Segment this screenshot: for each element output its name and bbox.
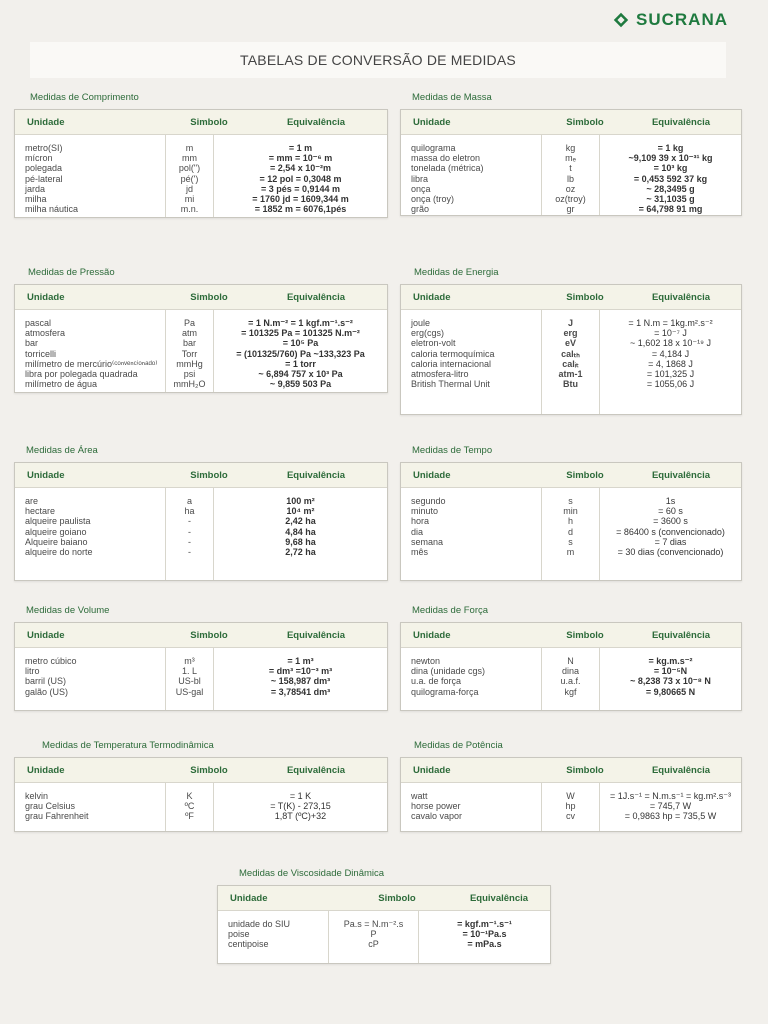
table-cell: ~ 8,238 73 x 10⁻⁸ N [630, 676, 711, 687]
table-cell: = kg.m.s⁻² [648, 656, 693, 666]
table-cell: eV [564, 338, 576, 349]
table-body [401, 488, 741, 580]
table-cell: caloria internacional [411, 358, 492, 369]
table-cell: libra por polegada quadrada [25, 368, 138, 379]
table-header [401, 463, 741, 488]
table-cell: m.n. [180, 204, 199, 215]
table-cell: mmHg [176, 358, 203, 369]
table-cell: = 1 K [289, 791, 312, 801]
symbol-column [165, 648, 213, 710]
table-cell: ~ 28,3495 g [646, 183, 695, 194]
table-cell: mícron [25, 153, 53, 164]
section-comprimento [14, 92, 388, 218]
table-cell: = 10⁻⁷ J [654, 328, 687, 339]
section-volume [14, 605, 388, 711]
table-cell: = 1 N.m⁻² = 1 kgf.m⁻¹.s⁻² [248, 318, 353, 328]
table-cell: = 10⁵ Pa [282, 338, 319, 349]
table-cell: = 3 pés = 0,9144 m [260, 183, 341, 194]
equiv-column [418, 911, 550, 963]
table-cell: ºC [184, 801, 195, 812]
table-cell: calₜₕ [561, 348, 580, 359]
table-cell: = 64,798 91 mg [638, 204, 703, 215]
header-symbol: Simbolo [190, 291, 228, 303]
table-cell: = 4, 1868 J [648, 358, 693, 369]
table-cell: barril (US) [25, 676, 67, 687]
table-body [401, 783, 741, 831]
section-potencia [400, 740, 742, 832]
table-cell: oz [565, 183, 576, 194]
equiv-column [599, 783, 741, 831]
header-symbol: Simbolo [378, 892, 416, 904]
table-cell: galão (US) [25, 686, 69, 697]
table-body [401, 135, 741, 215]
table-cell: jd [185, 183, 193, 194]
conversion-table [14, 284, 388, 393]
header-equiv: Equivalência [651, 764, 711, 776]
table-cell: - [188, 516, 191, 527]
section-temperatura [14, 740, 388, 832]
table-cell: alqueire goiano [25, 526, 87, 537]
table-cell: milímetro de água [25, 379, 98, 390]
table-cell: ~ 1,602 18 x 10⁻¹⁹ J [630, 338, 711, 349]
header-symbol: Simbolo [566, 629, 604, 641]
table-cell: quilograma [411, 143, 456, 153]
table-cell: kg [565, 143, 576, 153]
table-cell: s [568, 496, 573, 506]
table-cell: torricelli [25, 348, 57, 359]
conversion-table [400, 757, 742, 832]
table-cell: - [188, 526, 191, 537]
table-body [401, 648, 741, 710]
table-cell: grau Fahrenheit [25, 811, 89, 822]
table-cell: = 3600 s [653, 516, 688, 527]
table-body [15, 310, 387, 392]
table-cell: atmosfera-litro [411, 368, 469, 379]
table-cell: grau Celsius [25, 801, 76, 812]
table-cell: metro cúbico [25, 656, 77, 666]
table-cell: - [188, 536, 191, 547]
table-cell: = 101,325 J [646, 368, 695, 379]
table-cell: = 4,184 J [651, 348, 690, 359]
section-viscosidade [217, 868, 551, 964]
table-cell: Pa.s = N.m⁻².s [343, 919, 404, 929]
table-header [401, 110, 741, 135]
symbol-column [541, 783, 599, 831]
table-cell: mi [184, 193, 195, 204]
table-cell: hectare [25, 506, 56, 517]
table-cell: dina (unidade cgs) [411, 666, 486, 677]
table-cell: = 1 kg [657, 143, 684, 153]
table-body [15, 648, 387, 710]
table-cell: = T(K) - 273,15 [270, 801, 331, 812]
section-massa [400, 92, 742, 216]
table-cell: s [568, 536, 573, 547]
table-header [15, 110, 387, 135]
table-cell: alqueire paulista [25, 516, 91, 527]
table-cell: mmH₂O [173, 379, 206, 390]
table-body [15, 783, 387, 831]
equiv-column [213, 310, 387, 392]
conversion-table [14, 462, 388, 581]
table-header [15, 463, 387, 488]
section-title: Medidas de Área [26, 445, 98, 456]
header-unit: Unidade [413, 764, 451, 776]
conversion-table [14, 109, 388, 218]
table-cell: erg [563, 328, 578, 339]
section-title: Medidas de Comprimento [30, 92, 139, 103]
symbol-column [328, 911, 418, 963]
section-pressao [14, 267, 388, 393]
table-cell: libra [411, 173, 429, 184]
section-title: Medidas de Força [412, 605, 489, 616]
table-cell: segundo [411, 496, 446, 506]
table-cell: horse power [411, 801, 461, 812]
table-cell: J [567, 318, 573, 328]
table-cell: newton [411, 656, 441, 666]
table-cell: 1. L [181, 666, 197, 677]
unit-column [401, 135, 541, 215]
header-equiv: Equivalência [286, 291, 346, 303]
table-cell: d [567, 526, 573, 537]
equiv-column [213, 648, 387, 710]
unit-column [15, 135, 165, 217]
table-cell: = 1 torr [285, 358, 316, 369]
equiv-column [599, 648, 741, 710]
unit-column [15, 488, 165, 580]
unit-column [15, 310, 165, 392]
table-cell: cP [368, 939, 379, 950]
section-title: Medidas de Viscosidade Dinâmica [239, 868, 385, 879]
equiv-column [599, 135, 741, 215]
table-cell: u.a.f. [560, 676, 581, 687]
header-unit: Unidade [413, 629, 451, 641]
brand-logo [612, 10, 728, 30]
table-cell: ~ 158,987 dm³ [270, 676, 331, 687]
header-equiv: Equivalência [286, 116, 346, 128]
table-cell: - [188, 546, 191, 557]
table-cell: unidade do SIU [228, 919, 291, 929]
symbol-column [165, 310, 213, 392]
table-cell: hora [411, 516, 430, 527]
table-body [401, 310, 741, 414]
symbol-column [165, 783, 213, 831]
table-cell: = 30 dias (convencionado) [617, 546, 724, 557]
unit-column [401, 783, 541, 831]
table-cell: 2,42 ha [285, 516, 316, 527]
header-unit: Unidade [230, 892, 268, 904]
header-symbol: Simbolo [566, 291, 604, 303]
table-cell: K [186, 791, 193, 801]
table-cell: milímetro de mercúrio⁽ᶜᵒⁿᵛᵉⁿᶜⁱᵒⁿᵃᵈᵒ⁾ [25, 358, 158, 369]
table-cell: = 3,78541 dm³ [270, 686, 331, 697]
table-cell: = (101325/760) Pa ~133,323 Pa [236, 348, 365, 359]
table-cell: dina [561, 666, 579, 677]
table-cell: onça (troy) [411, 193, 455, 204]
table-cell: = 101325 Pa = 101325 N.m⁻² [241, 328, 360, 339]
table-cell: ha [184, 506, 195, 517]
table-cell: = 9,80665 N [645, 686, 696, 697]
table-cell: = 10³ kg [653, 163, 688, 174]
header-unit: Unidade [413, 469, 451, 481]
table-cell: ~ 9,859 503 Pa [269, 379, 332, 390]
table-cell: atm-1 [558, 368, 583, 379]
symbol-column [541, 310, 599, 414]
table-cell: erg(cgs) [411, 328, 445, 339]
table-cell: = 1760 jd = 1609,344 m [252, 193, 349, 204]
section-energia [400, 267, 742, 415]
table-cell: 1s [665, 496, 676, 506]
table-cell: massa do eletron [411, 153, 481, 164]
table-cell: min [563, 506, 578, 517]
header-symbol: Simbolo [566, 116, 604, 128]
table-body [15, 135, 387, 217]
table-cell: = kgf.m⁻¹.s⁻¹ [457, 919, 512, 929]
section-title: Medidas de Volume [26, 605, 110, 616]
table-cell: kelvin [25, 791, 49, 801]
table-cell: a [186, 496, 192, 506]
header-equiv: Equivalência [651, 629, 711, 641]
table-cell: bar [182, 338, 196, 349]
table-cell: u.a. de força [411, 676, 462, 687]
unit-column [401, 648, 541, 710]
header-equiv: Equivalência [286, 629, 346, 641]
table-cell: minuto [411, 506, 439, 517]
table-cell: 4,84 ha [285, 526, 316, 537]
table-cell: centipoise [228, 939, 269, 950]
table-cell: semana [411, 536, 444, 547]
table-cell: calᵢₜ [562, 358, 579, 369]
symbol-column [165, 135, 213, 217]
table-cell: tonelada (métrica) [411, 163, 484, 174]
header-equiv: Equivalência [651, 291, 711, 303]
table-cell: mₑ [565, 153, 576, 164]
table-cell: quilograma-força [411, 686, 479, 697]
table-cell: = 1 m [288, 143, 313, 153]
table-cell: pé(') [180, 173, 199, 184]
table-cell: pol(") [178, 163, 201, 174]
header-equiv: Equivalência [651, 469, 711, 481]
unit-column [401, 488, 541, 580]
table-cell: h [567, 516, 573, 527]
table-cell: lb [566, 173, 574, 184]
equiv-column [213, 488, 387, 580]
table-cell: = 10⁻⁵N [653, 666, 688, 677]
table-cell: 9,68 ha [285, 536, 316, 547]
table-cell: 2,72 ha [285, 546, 316, 557]
table-cell: 1,8T (ºC)+32 [274, 811, 327, 822]
section-title: Medidas de Tempo [412, 445, 493, 456]
table-cell: watt [411, 791, 428, 801]
table-cell: = 745,7 W [649, 801, 692, 812]
table-cell: polegada [25, 163, 63, 174]
header-symbol: Simbolo [190, 764, 228, 776]
table-cell: = 60 s [658, 506, 683, 517]
symbol-column [541, 648, 599, 710]
header-unit: Unidade [27, 469, 65, 481]
conversion-table [400, 284, 742, 415]
table-cell: 100 m² [286, 496, 315, 506]
conversion-table [400, 462, 742, 581]
table-header [15, 285, 387, 310]
table-cell: = 2,54 x 10⁻²m [269, 163, 332, 174]
table-cell: P [370, 929, 377, 940]
conversion-table [14, 622, 388, 711]
table-cell: milha náutica [25, 204, 79, 215]
table-cell: bar [25, 338, 39, 349]
table-cell: = mPa.s [467, 939, 502, 950]
table-cell: oz(troy) [555, 193, 586, 204]
unit-column [218, 911, 328, 963]
table-cell: Pa [183, 318, 195, 328]
table-cell: = 0,453 592 37 kg [633, 173, 708, 184]
section-title: Medidas de Energia [414, 267, 499, 278]
table-cell: = mm = 10⁻⁶ m [268, 153, 333, 164]
table-body [15, 488, 387, 580]
table-cell: m [566, 546, 575, 557]
header-symbol: Simbolo [566, 469, 604, 481]
table-cell: Btu [563, 379, 578, 390]
table-cell: = 1J.s⁻¹ = N.m.s⁻¹ = kg.m².s⁻³ [610, 791, 732, 801]
table-cell: psi [183, 368, 196, 379]
table-cell: = 0,9863 hp = 735,5 W [624, 811, 717, 822]
table-header [15, 623, 387, 648]
table-cell: 10⁴ m² [286, 506, 315, 517]
table-cell: ~ 31,1035 g [646, 193, 695, 204]
conversion-table [217, 885, 551, 964]
section-area [14, 445, 388, 581]
table-cell: Torr [181, 348, 198, 359]
header-symbol: Simbolo [190, 469, 228, 481]
symbol-column [165, 488, 213, 580]
table-cell: ~9,109 39 x 10⁻³¹ kg [628, 153, 713, 164]
section-tempo [400, 445, 742, 581]
table-body [218, 911, 550, 963]
table-cell: cv [566, 811, 575, 822]
header-unit: Unidade [413, 116, 451, 128]
table-cell: W [566, 791, 575, 801]
header-equiv: Equivalência [651, 116, 711, 128]
table-cell: Alqueire baiano [25, 536, 88, 547]
header-symbol: Simbolo [566, 764, 604, 776]
header-unit: Unidade [27, 629, 65, 641]
section-title: Medidas de Temperatura Termodinâmica [42, 740, 214, 751]
table-cell: m [185, 143, 194, 153]
section-forca [400, 605, 742, 711]
table-cell: metro(SI) [25, 143, 63, 153]
table-cell: = 12 pol = 0,3048 m [259, 173, 342, 184]
table-cell: alqueire do norte [25, 546, 93, 557]
table-cell: litro [25, 666, 40, 677]
conversion-table [400, 622, 742, 711]
table-cell: = 1 m³ [287, 656, 314, 666]
conversion-table [400, 109, 742, 216]
header-unit: Unidade [27, 116, 65, 128]
unit-column [401, 310, 541, 414]
table-cell: caloria termoquímica [411, 348, 495, 359]
table-cell: joule [411, 318, 431, 328]
table-cell: ~ 6,894 757 x 10³ Pa [258, 368, 343, 379]
header-symbol: Simbolo [190, 116, 228, 128]
table-cell: hp [565, 801, 576, 812]
table-cell: jarda [25, 183, 46, 194]
page-title: TABELAS DE CONVERSÃO DE MEDIDAS [30, 42, 726, 78]
table-cell: milha [25, 193, 47, 204]
table-cell: pé-lateral [25, 173, 63, 184]
table-cell: pascal [25, 318, 52, 328]
table-cell: are [25, 496, 39, 506]
table-cell: atm [181, 328, 197, 339]
equiv-column [213, 783, 387, 831]
table-cell: ºF [185, 811, 194, 822]
table-cell: onça [411, 183, 431, 194]
equiv-column [599, 310, 741, 414]
header-symbol: Simbolo [190, 629, 228, 641]
table-header [401, 623, 741, 648]
table-cell: cavalo vapor [411, 811, 463, 822]
table-cell: = 1 N.m = 1kg.m².s⁻² [628, 318, 713, 328]
table-header [218, 886, 550, 911]
symbol-column [541, 135, 599, 215]
unit-column [15, 783, 165, 831]
header-equiv: Equivalência [469, 892, 529, 904]
table-cell: US-bl [178, 676, 201, 687]
unit-column [15, 648, 165, 710]
table-cell: t [569, 163, 572, 174]
table-cell: m³ [184, 656, 195, 666]
table-cell: dia [411, 526, 424, 537]
header-equiv: Equivalência [286, 469, 346, 481]
table-cell: = 1852 m = 6076,1pés [254, 204, 347, 215]
header-equiv: Equivalência [286, 764, 346, 776]
section-title: Medidas de Massa [412, 92, 492, 103]
table-cell: gr [566, 204, 575, 215]
table-header [15, 758, 387, 783]
table-cell: = 1055,06 J [646, 379, 695, 390]
table-cell: kgf [564, 686, 577, 697]
table-cell: atmosfera [25, 328, 66, 339]
table-cell: = 86400 s (convencionado) [616, 526, 725, 537]
table-cell: N [567, 656, 574, 666]
sucrana-leaf-icon [612, 11, 630, 29]
table-header [401, 758, 741, 783]
table-cell: = 10⁻¹Pa.s [462, 929, 507, 940]
brand-name: SUCRANA [636, 10, 728, 29]
table-cell: mês [411, 546, 429, 557]
table-cell: poise [228, 929, 250, 940]
table-cell: US-gal [175, 686, 204, 697]
equiv-column [213, 135, 387, 217]
table-cell: = 7 dias [654, 536, 687, 547]
table-cell: grão [411, 204, 430, 215]
symbol-column [541, 488, 599, 580]
header-unit: Unidade [27, 764, 65, 776]
table-cell: mm [182, 153, 197, 164]
table-cell: British Thermal Unit [411, 379, 490, 390]
conversion-table [14, 757, 388, 832]
equiv-column [599, 488, 741, 580]
table-cell: eletron-volt [411, 338, 456, 349]
header-unit: Unidade [413, 291, 451, 303]
table-header [401, 285, 741, 310]
section-title: Medidas de Pressão [28, 267, 115, 278]
table-cell: = dm³ =10⁻³ m³ [268, 666, 333, 677]
header-unit: Unidade [27, 291, 65, 303]
section-title: Medidas de Potência [414, 740, 503, 751]
